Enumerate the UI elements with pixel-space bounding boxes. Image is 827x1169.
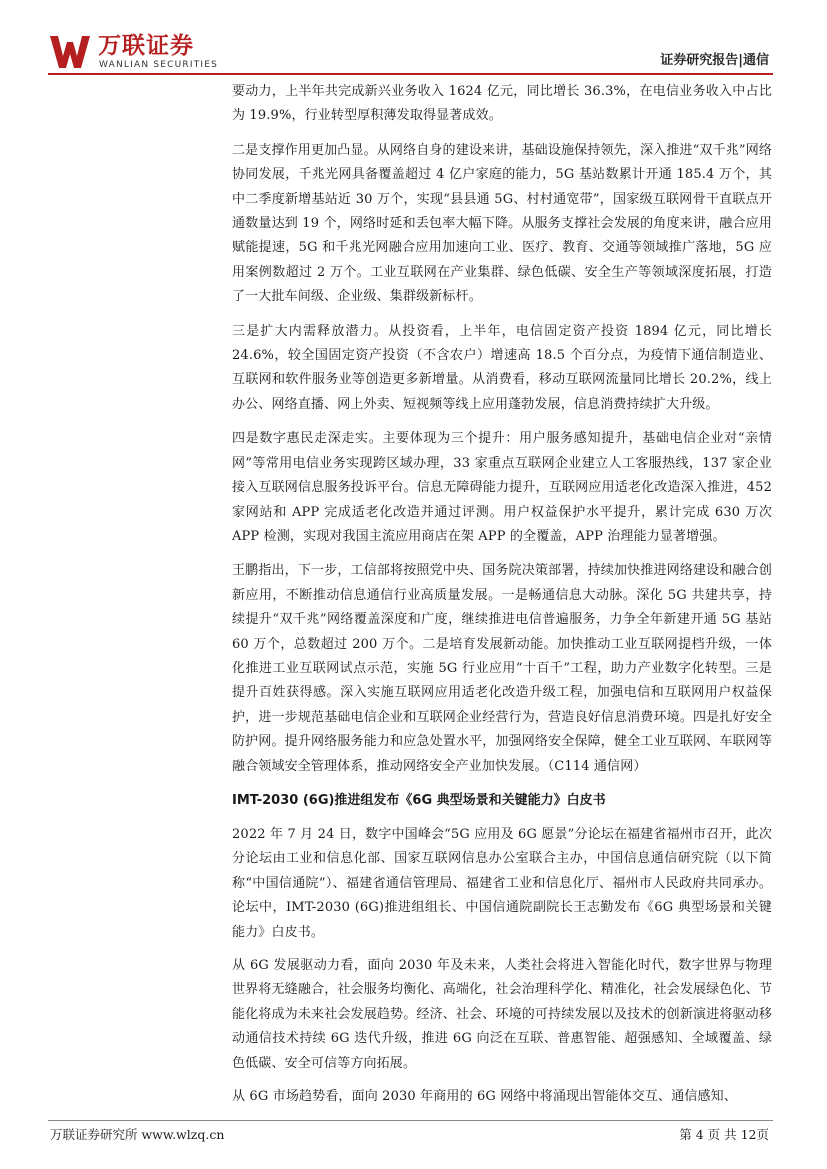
- paragraph-5: 王鹏指出，下一步，工信部将按照党中央、国务院决策部署，持续加快推进网络建设和融合创新应用，不断推动信息通信行业高质量发展。一是畅通信息大动脉。深化 5G 共建共享，持续提升“双千兆”网络覆盖深度和广度，继续推进电信普遍服务，力争全年新建开通 5G 基站 60 万个，总数超过 200 万个。二是培育发展新动能。加快推动工业互联网提档升级，一体化推进工业互联网试点示范，实施 5G 行业应用“十百千”工程，助力产业数字化转型。三是提升百姓获得感。深入实施互联网应用适老化改造升级工程，加强电信和互联网用户权益保护，进一步规范基础电信企业和互联网企业经营行为，营造良好信息消费环境。四是扎好安全防护网。提升网络服务能力和应急处置水平，加强网络安全保障，健全工业互联网、车联网等融合领域安全管理体系，推动网络安全产业加快发展。（C114 通信网）: [232, 563, 772, 774]
- paragraph-1: 要动力，上半年共完成新兴业务收入 1624 亿元，同比增长 36.3%，在电信业务收入中占比为 19.9%，行业转型厚积薄发取得显著成效。: [232, 84, 772, 124]
- footer-divider: [48, 1120, 773, 1121]
- paragraph-3: 三是扩大内需释放潜力。从投资看，上半年，电信固定资产投资 1894 亿元，同比增长 24.6%，较全国固定资产投资（不含农户）增速高 18.5 个百分点，为疫情下通信制造业、互联网和软件服务业等创造更多新增量。从消费看，移动互联网流量同比增长 20.2%，线上办公、网络直播、网上外卖、短视频等线上应用蓬勃发展，信息消费持续扩大升级。: [232, 323, 772, 412]
- paragraph-6: 2022 年 7 月 24 日，数字中国峰会“5G 应用及 6G 愿景”分论坛在福建省福州市召开，此次分论坛由工业和信息化部、国家互联网信息办公室联合主办，中国信息通信研究院（以下简称“中国信通院”）、福建省通信管理局、福建省工业和信息化厅、福州市人民政府共同承办。论坛中，IMT-2030 (6G)推进组组长、中国信通院副院长王志勤发布《6G 典型场景和关键能力》白皮书。: [232, 826, 772, 940]
- header-divider: [48, 73, 773, 75]
- wanlian-logo-icon: [50, 36, 94, 68]
- footer-source: 万联证券研究所 www.wlzq.cn: [50, 1127, 225, 1142]
- report-body: [232, 80, 772, 1118]
- paragraph-2: 二是支撑作用更加凸显。从网络自身的建设来讲，基础设施保持领先，深入推进“双千兆”网络协同发展，千兆光网具备覆盖超过 4 亿户家庭的能力，5G 基站数累计开通 185.4 万个，其中二季度新增基站近 30 万个，实现“县县通 5G、村村通宽带”，国家级互联网骨干直联点开通数量达到 19 个，网络时延和丢包率大幅下降。从服务支撑社会发展的角度来讲，融合应用赋能提速，5G 和千兆光网融合应用加速向工业、医疗、教育、交通等领域推广落地，5G 应用案例数超过 2 万个。工业互联网在产业集群、绿色低碳、安全生产等领域深度拓展，打造了一大批车间级、企业级、集群级新标杆。: [232, 142, 772, 305]
- logo-text-en: WANLIAN SECURITIES: [99, 60, 219, 70]
- paragraph-7: 从 6G 发展驱动力看，面向 2030 年及未来，人类社会将进入智能化时代，数字世界与物理世界将无缝融合，社会服务均衡化、高端化，社会治理科学化、精准化，社会发展绿色化、节能化将成为未来社会发展趋势。经济、社会、环境的可持续发展以及技术的创新演进将驱动移动通信技术持续 6G 迭代升级，推进 6G 向泛在互联、普惠智能、超强感知、全域覆盖、绿色低碳、安全可信等方向拓展。: [232, 958, 772, 1071]
- report-type-label: 证券研究报告|通信: [660, 53, 769, 68]
- page-number: 第 4 页 共 12页: [679, 1127, 769, 1142]
- page-header: [0, 0, 827, 75]
- logo-text-cn: 万联证券: [98, 33, 194, 59]
- section-heading: IMT-2030 (6G)推进组发布《6G 典型场景和关键能力》白皮书: [232, 792, 606, 808]
- paragraph-4: 四是数字惠民走深走实。主要体现为三个提升：用户服务感知提升，基础电信企业对“亲情网”等常用电信业务实现跨区域办理，33 家重点互联网企业建立人工客服热线，137 家企业接入互联网信息服务投诉平台。信息无障碍能力提升，互联网应用适老化改造深入推进，452 家网站和 APP 完成适老化改造并通过评测。用户权益保护水平提升，累计完成 630 万次 APP 检测，实现对我国主流应用商店在架 APP 的全覆盖，APP 治理能力显著增强。: [232, 431, 772, 544]
- paragraph-8: 从 6G 市场趋势看，面向 2030 年商用的 6G 网络中将涌现出智能体交互、通信感知、: [232, 1089, 737, 1105]
